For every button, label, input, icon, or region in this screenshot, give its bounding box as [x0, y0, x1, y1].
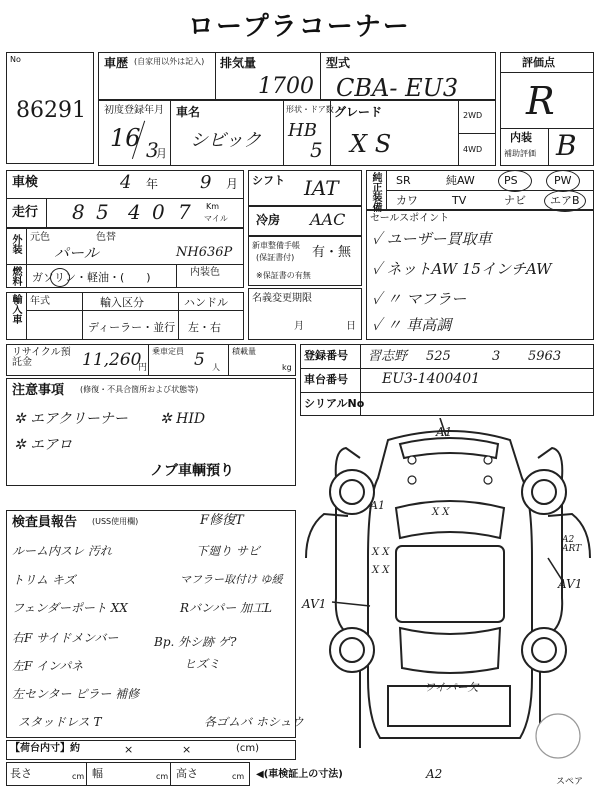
color-code: NH636P: [176, 245, 233, 260]
divider: [228, 344, 229, 376]
month-unit: 月: [156, 147, 167, 160]
reg-number: 5963: [528, 349, 562, 364]
shift-value: IAT: [304, 176, 339, 200]
mileage-d1: 5: [96, 200, 109, 224]
model-value: CBA- EU3: [336, 74, 459, 102]
eval-score: R: [526, 79, 555, 123]
inspection-month-unit: 月: [226, 177, 239, 191]
reg-label: 登録番号: [304, 349, 348, 362]
equip-ps-circle: [498, 170, 532, 192]
reg-class: 525: [426, 349, 451, 364]
color-label: 色替: [96, 232, 116, 243]
interior-score: B: [556, 129, 577, 162]
equip-tv: TV: [452, 194, 467, 207]
fuel-label: 燃料: [10, 266, 21, 286]
reg-kana: 3: [492, 349, 501, 364]
divider: [500, 72, 594, 73]
equip-airbag: エアB: [550, 194, 580, 207]
capacity-value: 5: [194, 350, 205, 370]
no-label: No: [10, 55, 21, 64]
cargo-x1: ×: [124, 743, 134, 756]
insp-left-4: 右F サイドメンバー: [12, 631, 119, 645]
import-label: 輸入車: [10, 294, 21, 324]
history-note: (自家用以外は記入): [134, 57, 205, 66]
divider: [26, 292, 27, 340]
equip-ps: PS: [504, 174, 518, 187]
cargo-cm: (cm): [236, 743, 260, 754]
equip-leather: カワ: [396, 194, 418, 207]
first-reg-label: 初度登録年月: [104, 105, 164, 116]
insp-right-0: F修復T: [200, 513, 244, 528]
shape-label: 形状・ドア数: [286, 105, 334, 114]
cargo-x2: ×: [182, 743, 192, 756]
insp-right-1: 下廻り サビ: [196, 544, 260, 558]
chassis-value: EU3-1400401: [382, 371, 481, 387]
equip-pw-circle: [546, 170, 580, 192]
cert-label: ◀(車検証上の寸法): [256, 769, 343, 780]
diagram-mark-xx-2: X X: [372, 547, 390, 558]
notes-item-0: ✲ エアクリーナー: [14, 411, 128, 427]
inspector-label: 検査員報告: [12, 515, 78, 530]
capacity-label: 乗車定員: [152, 347, 184, 356]
notes-item-1: ✲ HID: [160, 411, 206, 427]
car-name-value: シビック: [190, 130, 262, 151]
insp-left-5: 左F インパネ: [12, 659, 84, 673]
insp-left-3: フェンダーポート XX: [12, 601, 128, 615]
divider: [283, 100, 284, 166]
divider: [458, 133, 496, 134]
divider: [6, 198, 244, 199]
insp-left-7: スタッドレス T: [18, 715, 102, 729]
load-label: 積載量: [232, 347, 256, 356]
equip-aw: 純AW: [446, 174, 475, 187]
first-reg-month: 3: [146, 138, 159, 162]
insp-right-7: 各ゴムバ ホシュウ: [204, 715, 304, 729]
diagram-mark-a1-top: A1: [436, 425, 453, 439]
displacement-value: 1700: [258, 74, 314, 99]
insp-right-4: Bp. 外シ跡 ゲ?: [154, 635, 237, 649]
diagram-mark-av1-right: AV1: [558, 577, 583, 591]
chassis-label: 車台番号: [304, 373, 348, 386]
manual-yes-no: 有・無: [312, 245, 352, 260]
interior-label: 内装: [510, 131, 532, 144]
divider: [300, 392, 594, 393]
interior-color-label: 内装色: [190, 267, 220, 278]
divider: [170, 100, 171, 166]
width-cm: cm: [156, 772, 169, 781]
handle-value: 左・右: [188, 321, 221, 334]
equip-airbag-circle: [544, 190, 586, 212]
equip-sr: SR: [396, 174, 411, 187]
height-label: 高さ: [176, 767, 198, 780]
inspection-year: 4: [120, 172, 132, 193]
insp-left-2: トリム キズ: [12, 573, 76, 587]
serial-label: シリアルNo: [304, 397, 365, 410]
recycle-label: リサイクル預託金: [12, 347, 71, 368]
interior-sub: 補助評価: [504, 149, 536, 158]
car-diagram: [300, 418, 596, 760]
divider: [178, 292, 179, 340]
shape-value: HB: [288, 120, 317, 141]
recycle-value: 11,260: [82, 350, 142, 370]
sales-label: セールスポイント: [370, 213, 450, 224]
manual-note: ※保証書の有無: [256, 271, 311, 280]
document-title: ロープラコーナー: [188, 12, 411, 42]
grade-label: グレード: [334, 105, 383, 119]
divider: [82, 292, 83, 340]
lot-number: 86291: [16, 98, 86, 123]
fuel-circle: [50, 268, 70, 287]
insp-right-5: ヒズミ: [184, 657, 221, 671]
exterior-label: 外装: [10, 234, 21, 254]
recycle-yen: 円: [138, 363, 148, 373]
fuel-value: ガソリン・軽油・( ): [32, 271, 151, 284]
divider: [330, 100, 331, 166]
diagram-mark-a1-left: A1: [370, 499, 385, 512]
divider: [215, 52, 216, 100]
mileage-d4: 7: [178, 200, 191, 224]
mileage-label: 走行: [12, 205, 39, 220]
notes-sub: (修復・不具合箇所および状態等): [80, 385, 199, 394]
cooler-value: AAC: [310, 210, 346, 229]
displacement-label: 排気量: [220, 56, 257, 70]
knob-stamp: ノブ車輌預り: [150, 463, 234, 479]
import-type-label: 輸入区分: [100, 296, 144, 309]
inspector-sub: (USS使用欄): [92, 517, 139, 526]
divider: [6, 264, 244, 265]
mileage-d3: 0: [152, 200, 165, 224]
equip-pw: PW: [554, 174, 572, 187]
drive-2wd: 2WD: [463, 111, 483, 120]
history-label: 車歴: [104, 56, 129, 70]
height-cm: cm: [232, 772, 245, 781]
diagram-mark-wiper: ワイパー欠: [424, 681, 479, 694]
divider: [86, 762, 87, 786]
sales-line-1: ✓ ネットAW 15インチAW: [372, 260, 552, 278]
car-name-label: 車名: [176, 105, 201, 119]
divider: [500, 128, 594, 129]
grade-value: X S: [350, 130, 392, 158]
import-year-label: 年式: [30, 296, 50, 307]
diagram-mark-a2-art: A2 ART: [562, 535, 582, 554]
name-change-day: 日: [346, 321, 356, 332]
reg-area: 習志野: [368, 349, 408, 364]
first-reg-year: 16: [110, 124, 141, 152]
divider: [548, 128, 549, 166]
divider: [300, 368, 594, 369]
width-label: 幅: [92, 767, 103, 780]
divider: [26, 228, 27, 288]
manual-label: 新車整備手帳: [252, 241, 300, 250]
manual-sub: (保証書付): [256, 253, 295, 262]
insp-right-2: マフラー取付け ゆ緩: [180, 573, 283, 586]
handle-label: ハンドル: [184, 296, 228, 309]
capacity-unit: 人: [212, 363, 220, 372]
name-change-label: 名義変更期限: [252, 293, 312, 304]
equipment-title: 純正装備: [370, 172, 381, 212]
divider: [176, 264, 177, 288]
color-value: パール: [54, 244, 99, 262]
length-label: 長さ: [10, 767, 32, 780]
sales-line-0: ✓ ユーザー買取車: [372, 230, 492, 248]
shape-doors: 5: [310, 138, 323, 162]
diagram-mark-xx-3: X X: [372, 565, 390, 576]
model-label: 型式: [326, 56, 351, 70]
shift-label: シフト: [252, 174, 285, 187]
km-label: Km: [206, 202, 220, 211]
diagram-mark-a2-bottom: A2: [426, 767, 443, 781]
orig-color-label: 元色: [30, 232, 50, 243]
mileage-d2: 4: [128, 200, 141, 224]
spare-label: スペア: [556, 777, 584, 787]
insp-left-1: ルーム内スレ 汚れ: [12, 544, 112, 558]
inspection-year-unit: 年: [146, 177, 159, 191]
dims-box: [6, 762, 250, 786]
length-cm: cm: [72, 772, 85, 781]
divider: [170, 762, 171, 786]
inspection-label: 車検: [12, 175, 39, 190]
load-unit: kg: [282, 363, 292, 372]
notes-item-2: ✲ エアロ: [14, 437, 73, 453]
diagram-mark-xx-1: X X: [432, 507, 450, 518]
sales-line-2: ✓ 〃 マフラー: [372, 290, 467, 308]
sales-line-3: ✓ 〃 車高調: [372, 316, 452, 334]
mile-label: マイル: [204, 214, 228, 223]
equip-navi: ナビ: [504, 194, 526, 207]
cargo-label: 【荷台内寸】約: [10, 743, 80, 754]
inspection-month: 9: [200, 172, 212, 193]
drive-4wd: 4WD: [463, 145, 483, 154]
mileage-d0: 8: [72, 200, 85, 224]
import-type-value: ディーラー・並行: [88, 321, 176, 334]
diagram-mark-av1-left: AV1: [302, 597, 327, 611]
divider: [320, 52, 321, 100]
divider: [148, 344, 149, 376]
divider: [46, 198, 47, 228]
eval-label: 評価点: [522, 56, 555, 69]
notes-label: 注意事項: [12, 383, 65, 398]
divider: [26, 310, 244, 311]
insp-right-3: Rバンパー 加工L: [180, 601, 272, 615]
insp-left-6: 左センター ピラー 補修: [12, 687, 140, 701]
name-change-month: 月: [294, 321, 304, 332]
cooler-label: 冷房: [256, 213, 281, 227]
